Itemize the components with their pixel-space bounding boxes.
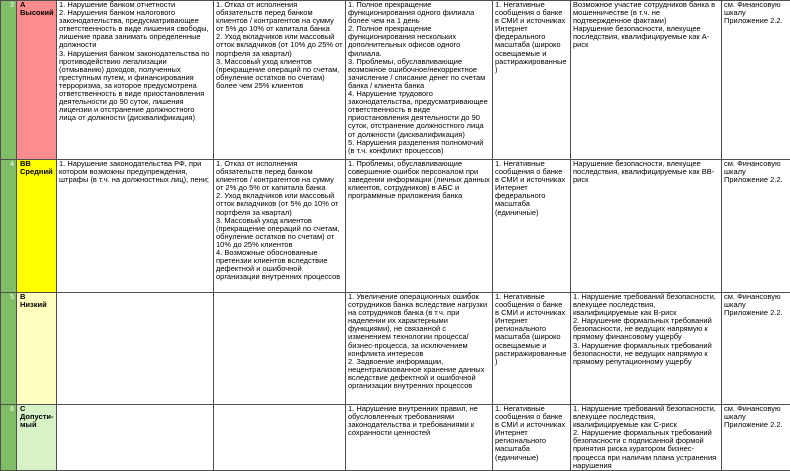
- financial-scale-cell: см. Финансовую шкалу Приложение 2.2.: [722, 293, 790, 405]
- reputation-consequences-cell: 1. Негативные сообщения о банке в СМИ и источниках Интернет регионального масштаба (широко освещаемые и растиражированные): [493, 293, 571, 405]
- table-row: [1, 405, 790, 471]
- risk-level-name: Средний: [20, 168, 54, 176]
- security-consequences-cell: 1. Нарушение требований безопасности, влекущее последствия, квалифицируемые как В-риск 2. Нарушение формальных требований безопасности, не ведущих напрямую к прямому финансовому ущербу 3. Нарушение формальных требований безопасности, не ведущих напрямую к прямому репутационному ущербу: [571, 293, 722, 405]
- row-number: 4: [1, 160, 17, 293]
- reputation-consequences-cell: 1. Негативные сообщения о банке в СМИ и источниках Интернет регионального масштаба (единичные): [493, 405, 571, 471]
- client-consequences-cell: 1. Отказ от исполнения обязательств перед банком клиентов / контрагентов на сумму от 2% до 5% от капитала банка 2. Уход вкладчиков или массовый отток вкладчиков (от 5% до 10% от портфеля за квартал) 3. Массовый уход клиентов (прекращение операций по счетам, обнуление остатков по счетам) от 10% до 25% клиентов 4. Возможные обоснованные претензии клиентов вследствие дефектной и ошибочной организации внутренних процессов: [214, 160, 346, 293]
- row-number: 5: [1, 293, 17, 405]
- risk-level-code: A: [20, 1, 54, 9]
- risk-level-cell: [17, 1, 57, 160]
- row-number: 6: [1, 405, 17, 471]
- risk-level-cell: [17, 293, 57, 405]
- row-number: 3: [1, 1, 17, 160]
- reputation-consequences-cell: 1. Негативные сообщения о банке в СМИ и источниках Интернет федерального масштаба (широко освещаемые и растиражированные): [493, 1, 571, 160]
- risk-level-cell: [17, 405, 57, 471]
- table-row: [1, 160, 790, 293]
- security-consequences-cell: Нарушение безопасности, влекущее последствия, квалифицируемые как ВВ-риск: [571, 160, 722, 293]
- table-row: [1, 293, 790, 405]
- risk-level-code: В: [20, 293, 54, 301]
- security-consequences-cell: 1. Нарушение требований безопасности, влекущее последствия, квалифицируемые как С-риск 2. Нарушение формальных требований безопасности с подписанной формой принятия риска куратором бизнес-процесса при наличии плана устранения нарушения: [571, 405, 722, 471]
- legal-consequences-cell: [57, 293, 214, 405]
- operational-consequences-cell: 1. Увеличение операционных ошибок сотрудников банка вследствие нагрузки на сотрудников банка (в т.ч. при наделении их характерными функциями), не связанной с изменением технологии процесса/бизнес-процесса, за исключением конфликта интересов 2. Задвоение информации, нецентрализованное хранение данных вследствие дефектной и ошибочной организации внутренних процессов: [346, 293, 493, 405]
- risk-level-cell: [17, 160, 57, 293]
- financial-scale-cell: см. Финансовую шкалу Приложение 2.2.: [722, 405, 790, 471]
- legal-consequences-cell: 1. Нарушение банком отчетности 2. Нарушения банком налогового законодательства, предусматривающее ответственность в виде лишения свободы, лишение права занимать определенные должности 3. Нарушения банком законодательства по противодействию легализации (отмыванию) доходов, полученных преступным путем, и финансирования терроризма, за которое предусмотрена ответственность в виде приостановления деятельности до 90 суток, лишения лицензии и отстранение должностного лица от должности (дисквалификация): [57, 1, 214, 160]
- operational-consequences-cell: 1. Проблемы, обуславливающие совершение ошибок персоналом при заведении информации (личных данных клиентов, сотрудников) в АБС и программные приложения банка: [346, 160, 493, 293]
- risk-level-code: С: [20, 405, 54, 413]
- reputation-consequences-cell: 1. Негативные сообщения о банке в СМИ и источниках Интернет федерального масштаба (единичные): [493, 160, 571, 293]
- legal-consequences-cell: 1. Нарушение законодательства РФ, при котором возможны предупреждения, штрафы (в т.ч. на должностных лиц), пени;: [57, 160, 214, 293]
- risk-level-name: Высокий: [20, 9, 54, 17]
- financial-scale-cell: см. Финансовую шкалу Приложение 2.2.: [722, 1, 790, 160]
- risk-level-code: ВВ: [20, 160, 54, 168]
- security-consequences-cell: Возможное участие сотрудников банка в мошенничестве (в т.ч. не подтвержденное фактами) Нарушение безопасности, влекущее последствия, квалифицируемые как А-риск: [571, 1, 722, 160]
- table-row: [1, 1, 790, 160]
- financial-scale-cell: см. Финансовую шкалу Приложение 2.2.: [722, 160, 790, 293]
- client-consequences-cell: [214, 293, 346, 405]
- client-consequences-cell: [214, 405, 346, 471]
- client-consequences-cell: 1. Отказ от исполнения обязательств перед банком клиентов / контрагентов на сумму от 5% до 10% от капитала банка 2. Уход вкладчиков или массовый отток вкладчиков (от 10% до 25% от портфеля за квартал) 3. Массовый уход клиентов (прекращение операций по счетам, обнуление остатков по счетам) более чем 25% клиентов: [214, 1, 346, 160]
- risk-level-name: Низкий: [20, 301, 54, 309]
- legal-consequences-cell: [57, 405, 214, 471]
- operational-consequences-cell: 1. Нарушение внутренних правил, не обусловленных требованиями законодательства и требованиями к сохранности ценностей: [346, 405, 493, 471]
- risk-level-name: Допусти-мый: [20, 413, 54, 429]
- operational-consequences-cell: 1. Полное прекращение функционирования одного филиала более чем на 1 день 2. Полное прекращение функционирования нескольких дополнительных офисов одного филиала. 3. Проблемы, обуславливающие возможное ошибочное/некорректное зачисление / списание денег по счетам банка / клиента банка 4. Нарушение трудового законодательства, предусматривающее ответственность в виде приостановления деятельности до 90 суток, отстранение должностного лица от должности (дисквалификация) 5. Нарушения разделения полномочий (в т.ч. конфликт процессов): [346, 1, 493, 160]
